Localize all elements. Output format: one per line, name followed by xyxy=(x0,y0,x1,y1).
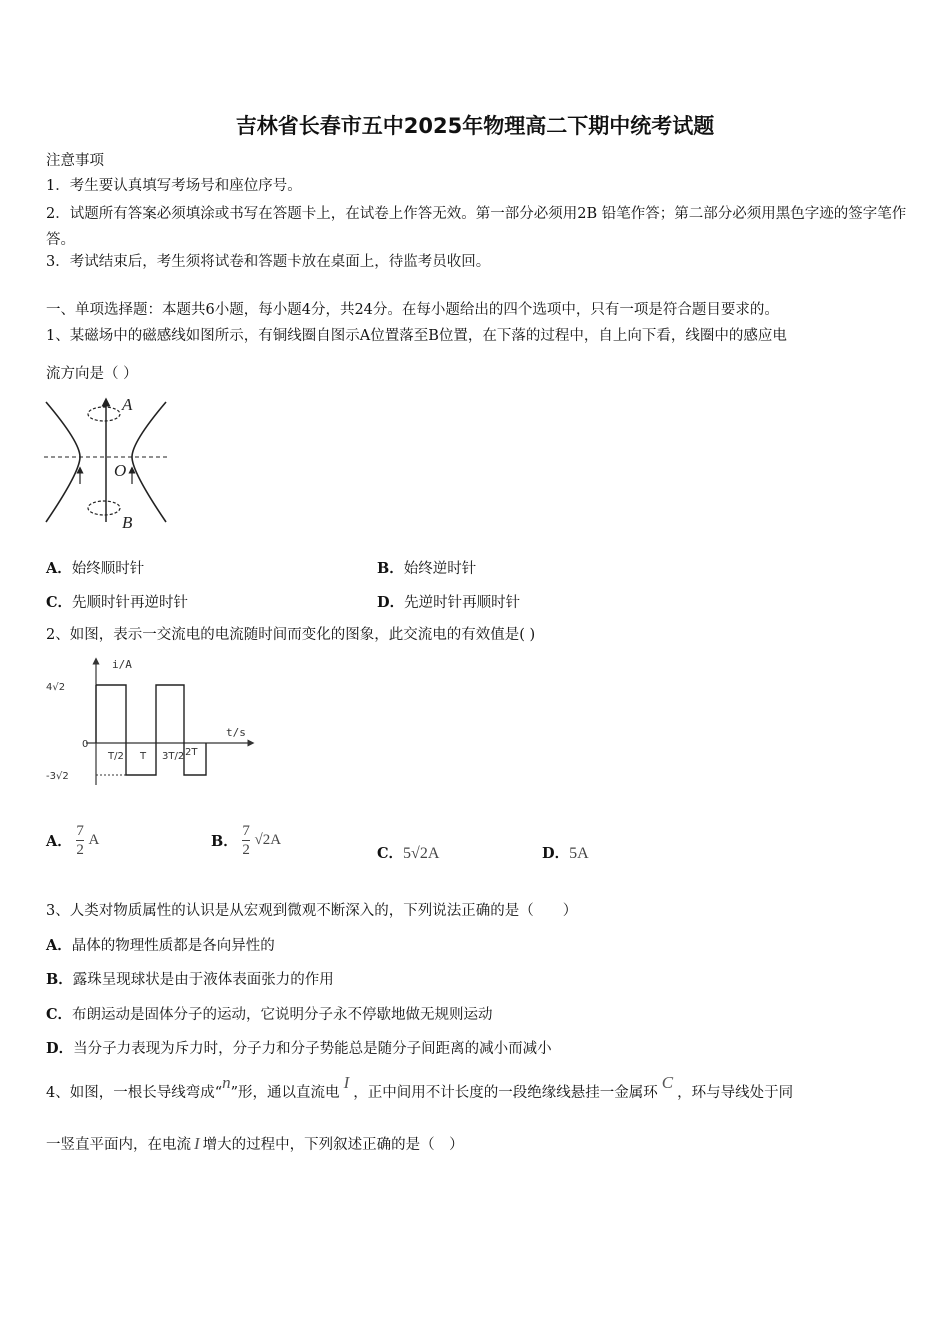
page-title: 吉林省长春市五中2025年物理高二下期中统考试题 xyxy=(235,114,715,138)
q3-option-c[interactable]: C．布朗运动是固体分子的运动，它说明分子永不停歇地做无规则运动 xyxy=(46,1006,493,1023)
q3-stem: 3、人类对物质属性的认识是从宏观到微观不断深入的，下列说法正确的是（ ） xyxy=(46,903,578,919)
symbol-i-2: I xyxy=(194,1134,200,1153)
q3-option-b[interactable]: B．露珠呈现球状是由于液体表面张力的作用 xyxy=(46,971,334,988)
coil-a xyxy=(88,407,120,421)
q1-option-d[interactable]: D．先逆时针再顺时针 xyxy=(377,594,521,611)
notice-item-1: 1．考生要认真填写考场号和座位序号。 xyxy=(46,178,302,194)
q2-option-c[interactable]: C．5√2A xyxy=(377,845,440,862)
tick-2t: 2T xyxy=(185,747,198,758)
magnetic-field-figure xyxy=(42,392,170,532)
symbol-c: C xyxy=(661,1073,674,1092)
q1-option-a[interactable]: A．始终顺时针 xyxy=(46,560,145,577)
q1-option-c[interactable]: C．先顺时针再逆时针 xyxy=(46,594,189,611)
ac-current-graph xyxy=(46,655,256,790)
notice-item-3: 3．考试结束后，考生须将试卷和答题卡放在桌面上，待监考员收回。 xyxy=(46,254,491,270)
section-heading: 一、单项选择题：本题共6小题，每小题4分，共24分。在每小题给出的四个选项中，只有一项是符合题目要求的。 xyxy=(46,302,779,318)
y-top-label: 4√2 xyxy=(46,682,66,693)
coil-b xyxy=(88,501,120,515)
symbol-n: n xyxy=(222,1073,231,1092)
q2-stem: 2、如图，表示一交流电的电流随时间而变化的图象，此交流电的有效值是( ) xyxy=(46,627,536,643)
symbol-i: I xyxy=(343,1073,350,1092)
tick-t: T xyxy=(140,751,147,762)
y-axis-label: i/A xyxy=(112,658,132,671)
q3-option-d[interactable]: D．当分子力表现为斥力时，分子力和分子势能总是随分子间距离的减小而减小 xyxy=(46,1040,552,1057)
tick-t-half: T/2 xyxy=(108,751,124,762)
q1-stem-line2: 流方向是（ ） xyxy=(46,366,138,382)
label-a: A xyxy=(122,395,133,414)
notice-heading: 注意事项 xyxy=(46,153,104,169)
q2-option-b[interactable]: B． $\frac{7}{2}$ √2A xyxy=(211,823,282,858)
q4-stem-line1: 4、如图，一根长导线弯成“n”形，通以直流电I，正中间用不计长度的一段绝缘线悬挂一金属环C，环与导线处于同 xyxy=(46,1073,794,1101)
q2-option-d[interactable]: D．5A xyxy=(542,845,589,862)
field-line-right xyxy=(132,402,166,522)
q1-stem-line1: 1、某磁场中的磁感线如图所示，有铜线圈自图示A位置落至B位置，在下落的过程中，自上向下看，线圈中的感应电 xyxy=(46,328,787,344)
y-bottom-label: -3√2 xyxy=(46,771,69,782)
x-axis-label: t/s xyxy=(226,726,246,739)
label-b: B xyxy=(122,513,133,532)
field-line-left xyxy=(46,402,80,522)
q3-option-a[interactable]: A．晶体的物理性质都是各向异性的 xyxy=(46,937,275,954)
y-zero-label: 0 xyxy=(82,739,89,750)
q1-option-b[interactable]: B．始终逆时针 xyxy=(377,560,477,577)
q2-option-a[interactable]: A． $\frac{7}{2}$ A xyxy=(46,823,100,858)
notice-item-2: 2．试题所有答案必须填涂或书写在答题卡上，在试卷上作答无效。第一部分必须用2B 铅笔作答；第二部分必须用黑色字迹的签字笔作答。 xyxy=(46,206,907,248)
tick-3t-half: 3T/2 xyxy=(162,751,185,762)
q4-stem-line2: 一竖直平面内，在电流 I 增大的过程中，下列叙述正确的是（ ） xyxy=(46,1134,464,1153)
label-o: O xyxy=(114,461,127,480)
